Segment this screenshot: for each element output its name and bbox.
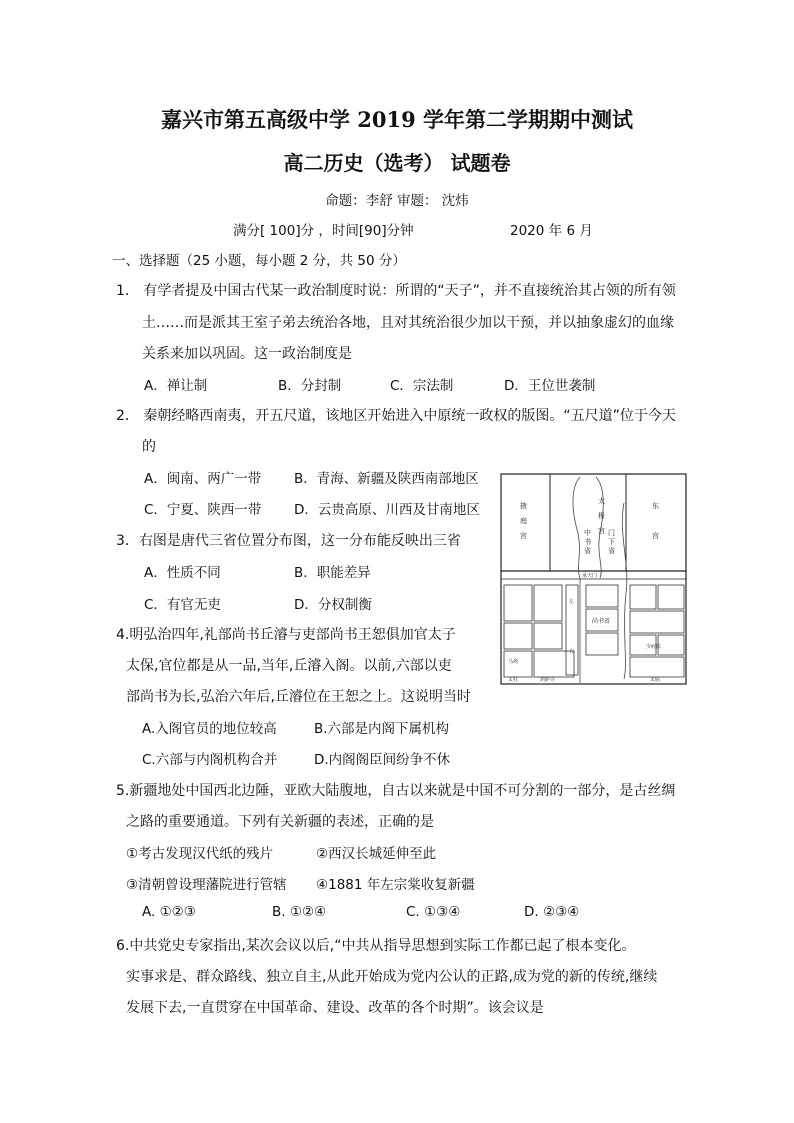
- map-label-shu: 书: [584, 538, 591, 546]
- map-label-sheng2: 省: [608, 547, 615, 555]
- q3-option-a[interactable]: A．性质不同: [144, 565, 221, 581]
- q5-line-2: 之路的重要通道。下列有关新疆的表述，正确的是: [126, 814, 434, 830]
- q4-line-2: 太保,官位都是从一品,当年,丘濬入阁。以前,六部以吏: [126, 658, 452, 674]
- q3-option-d[interactable]: D．分权制衡: [294, 597, 372, 613]
- map-label-gong3: 宫: [652, 532, 659, 540]
- q3-line-1: 3．右图是唐代三省位置分布图，这一分布能反映出三省: [116, 533, 461, 549]
- q5-option-d[interactable]: D. ②③④: [524, 904, 580, 920]
- map-label-dong: 东: [652, 502, 659, 510]
- q4-option-c[interactable]: C.六部与内阁机构合并: [142, 752, 278, 768]
- q1-option-a[interactable]: A．禅让制: [144, 378, 208, 394]
- section-heading: 一、选择题（25 小题，每小题 2 分，共 50 分）: [112, 253, 406, 269]
- map-label-ye: 掖: [520, 502, 527, 510]
- map-label-chengtianmen: 承天门: [582, 573, 598, 579]
- q5-option-c[interactable]: C. ①③④: [406, 904, 461, 920]
- q4-option-a[interactable]: A.入阁官员的地位较高: [142, 721, 277, 737]
- map-label-gong1: 宫: [520, 532, 527, 540]
- q4-line-1: 4.明弘治四年,礼部尚书丘濬与吏部尚书王恕俱加官太子: [116, 627, 456, 643]
- q5-statement-4: ④1881 年左宗棠收复新疆: [316, 877, 475, 893]
- q4-line-3: 部尚书为长,弘治六年后,丘濬位在王恕之上。这说明当时: [126, 689, 471, 705]
- map-label-men: 门: [608, 529, 615, 537]
- q2-line-2: 的: [142, 439, 156, 455]
- map-label-you: 右: [569, 649, 575, 655]
- map-label-xia: 下: [608, 538, 615, 546]
- exam-subtitle: 高二历史（选考） 试题卷: [283, 151, 511, 175]
- map-label-taishe: 太社: [508, 677, 519, 683]
- q4-option-d[interactable]: D.内阁阁臣间纷争不休: [314, 752, 451, 768]
- q5-option-a[interactable]: A. ①②③: [142, 904, 196, 920]
- q6-line-3: 发展下去,一直贯穿在中国革命、建设、改革的各个时期”。该会议是: [126, 1000, 544, 1016]
- q1-line-3: 关系来加以巩固。这一政治制度是: [142, 346, 352, 362]
- map-label-ji: 极: [598, 512, 605, 520]
- q2-option-c[interactable]: C．宁夏、陕西一带: [144, 502, 262, 518]
- q1-line-2: 土……而是派其王室子弟去统治各地，且对其统治很少加以干预，并以抽象虚幻的血缘: [142, 315, 674, 331]
- q5-line-1: 5.新疆地处中国西北边陲，亚欧大陆腹地，自古以来就是中国不可分割的一部分，是古丝绸: [116, 783, 676, 799]
- q2-option-a[interactable]: A．闽南、两广一带: [144, 471, 262, 487]
- map-label-honglusi: 鸿胪寺: [540, 677, 556, 683]
- q2-option-d[interactable]: D．云贵高原、川西及甘南地区: [294, 502, 480, 518]
- map-label-shaofujian: 少府监: [646, 644, 662, 650]
- map-label-tai: 太: [598, 497, 605, 505]
- score-time: 满分[ 100]分 ，时间[90]分钟: [233, 223, 414, 239]
- q3-option-b[interactable]: B．职能差异: [294, 565, 371, 581]
- q2-line-1: 2． 秦朝经略西南夷，开五尺道，该地区开始进入中原统一政权的版图。“五尺道”位于今天: [116, 408, 676, 424]
- map-label-taimiao: 太庙: [650, 677, 661, 683]
- q1-option-b[interactable]: B．分封制: [278, 378, 342, 394]
- map-label-ting: 庭: [520, 517, 527, 525]
- map-label-shangshusheng: 尚书省: [592, 618, 611, 625]
- exam-date: 2020 年 6 月: [510, 223, 593, 239]
- q1-option-d[interactable]: D．王位世袭制: [504, 378, 596, 394]
- q4-option-b[interactable]: B.六部是内阁下属机构: [314, 721, 450, 737]
- q6-line-2: 实事求是、群众路线、独立自主,从此开始成为党内公认的正路,成为党的新的传统,继续: [126, 969, 658, 985]
- map-label-sheng1: 省: [584, 547, 591, 555]
- authors-line: 命题：李舒 审题： 沈炜: [325, 193, 469, 209]
- map-label-zhong: 中: [584, 529, 591, 537]
- q2-option-b[interactable]: B．青海、新疆及陕西南部地区: [294, 471, 479, 487]
- q6-line-1: 6.中共党史专家指出,某次会议以后,“中共从指导思想到实际工作都已起了根本变化。: [116, 938, 636, 954]
- tang-three-departments-map: [500, 473, 687, 685]
- q5-statement-2: ②西汉长城延伸至此: [316, 846, 437, 862]
- q1-line-1: 1． 有学者提及中国古代某一政治制度时说：所谓的“天子”，并不直接统治其占领的所有领: [116, 283, 676, 299]
- exam-title: 嘉兴市第五高级中学 2019 学年第二学期期中测试: [160, 107, 634, 132]
- map-label-machang: 马场: [508, 659, 519, 665]
- q5-option-b[interactable]: B. ①②④: [272, 904, 327, 920]
- q1-option-c[interactable]: C．宗法制: [390, 378, 454, 394]
- map-label-zuo: 左: [569, 599, 575, 605]
- q5-statement-3: ③清朝曾设理藩院进行管辖: [126, 877, 287, 893]
- q5-statement-1: ①考古发现汉代纸的残片: [126, 846, 274, 862]
- map-label-gong2: 宫: [598, 527, 605, 535]
- q3-option-c[interactable]: C．有官无吏: [144, 597, 221, 613]
